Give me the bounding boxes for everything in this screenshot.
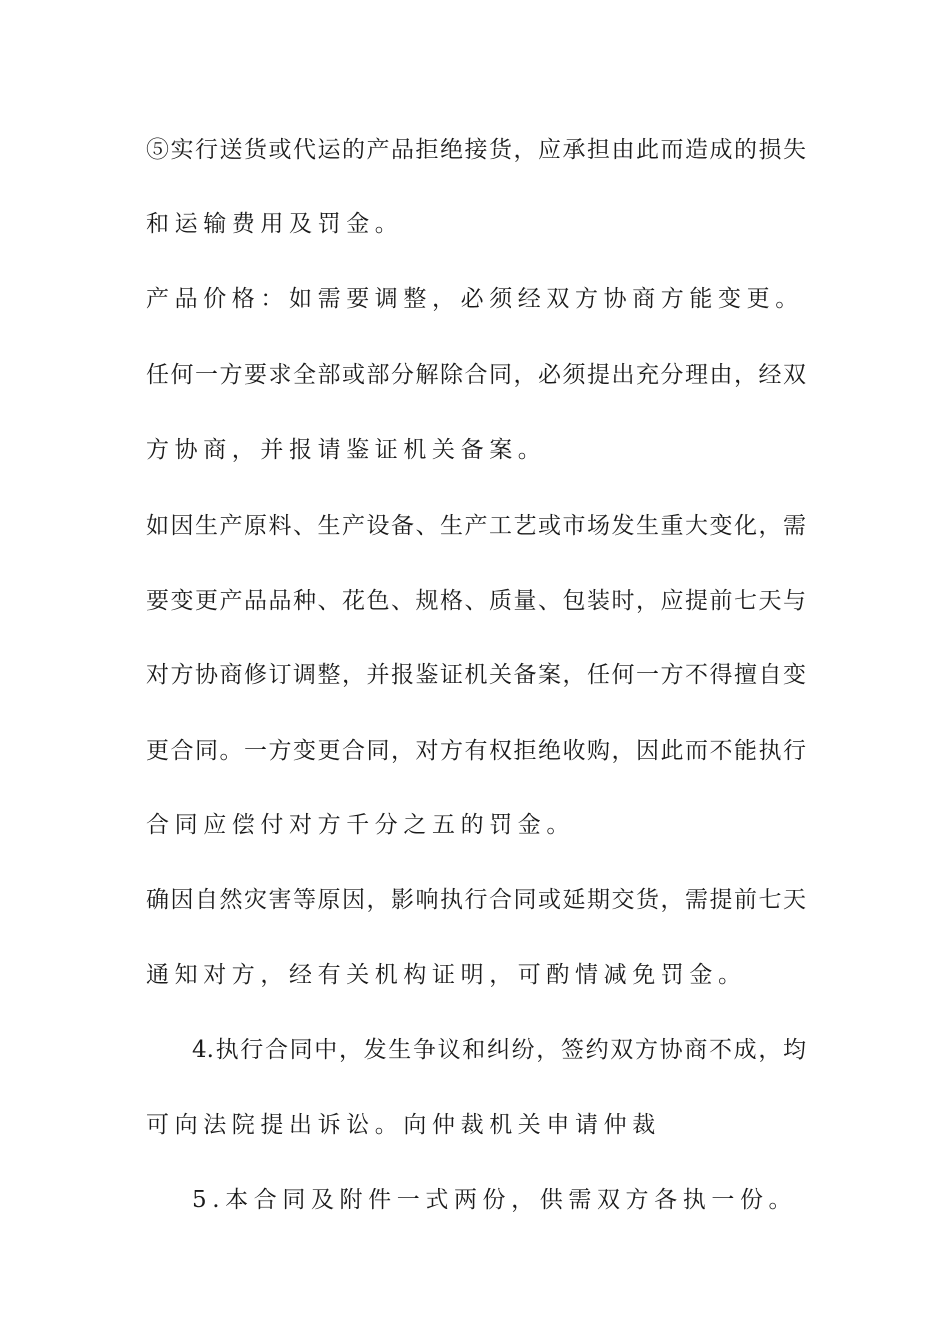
text-line: 方协商，并报请鉴证机关备案。 [146,437,547,463]
text-line: 更合同。一方变更合同，对方有权拒绝收购，因此而不能执行 [146,738,806,764]
text-line: 4.执行合同中，发生争议和纠纷，签约双方协商不成，均 [192,1037,806,1063]
text-line: ⑤实行送货或代运的产品拒绝接货，应承担由此而造成的损失 [146,137,806,163]
text-line: 合同应偿付对方千分之五的罚金。 [146,812,575,838]
text-line: 任何一方要求全部或部分解除合同，必须提出充分理由，经双 [146,362,806,388]
text-line: 5.本合同及附件一式两份，供需双方各执一份。 [192,1187,798,1213]
text-line: 要变更产品品种、花色、规格、质量、包装时，应提前七天与 [146,588,806,614]
text-line: 如因生产原料、生产设备、生产工艺或市场发生重大变化，需 [146,513,806,539]
text-line: 对方协商修订调整，并报鉴证机关备案，任何一方不得擅自变 [146,662,806,688]
text-line: 确因自然灾害等原因，影响执行合同或延期交货，需提前七天 [146,887,806,913]
text-line: 和运输费用及罚金。 [146,211,404,237]
text-line: 通知对方，经有关机构证明，可酌情减免罚金。 [146,962,747,988]
text-line: 产品价格：如需要调整，必须经双方协商方能变更。 [146,286,804,312]
text-line: 可向法院提出诉讼。向仲裁机关申请仲裁 [146,1112,661,1138]
